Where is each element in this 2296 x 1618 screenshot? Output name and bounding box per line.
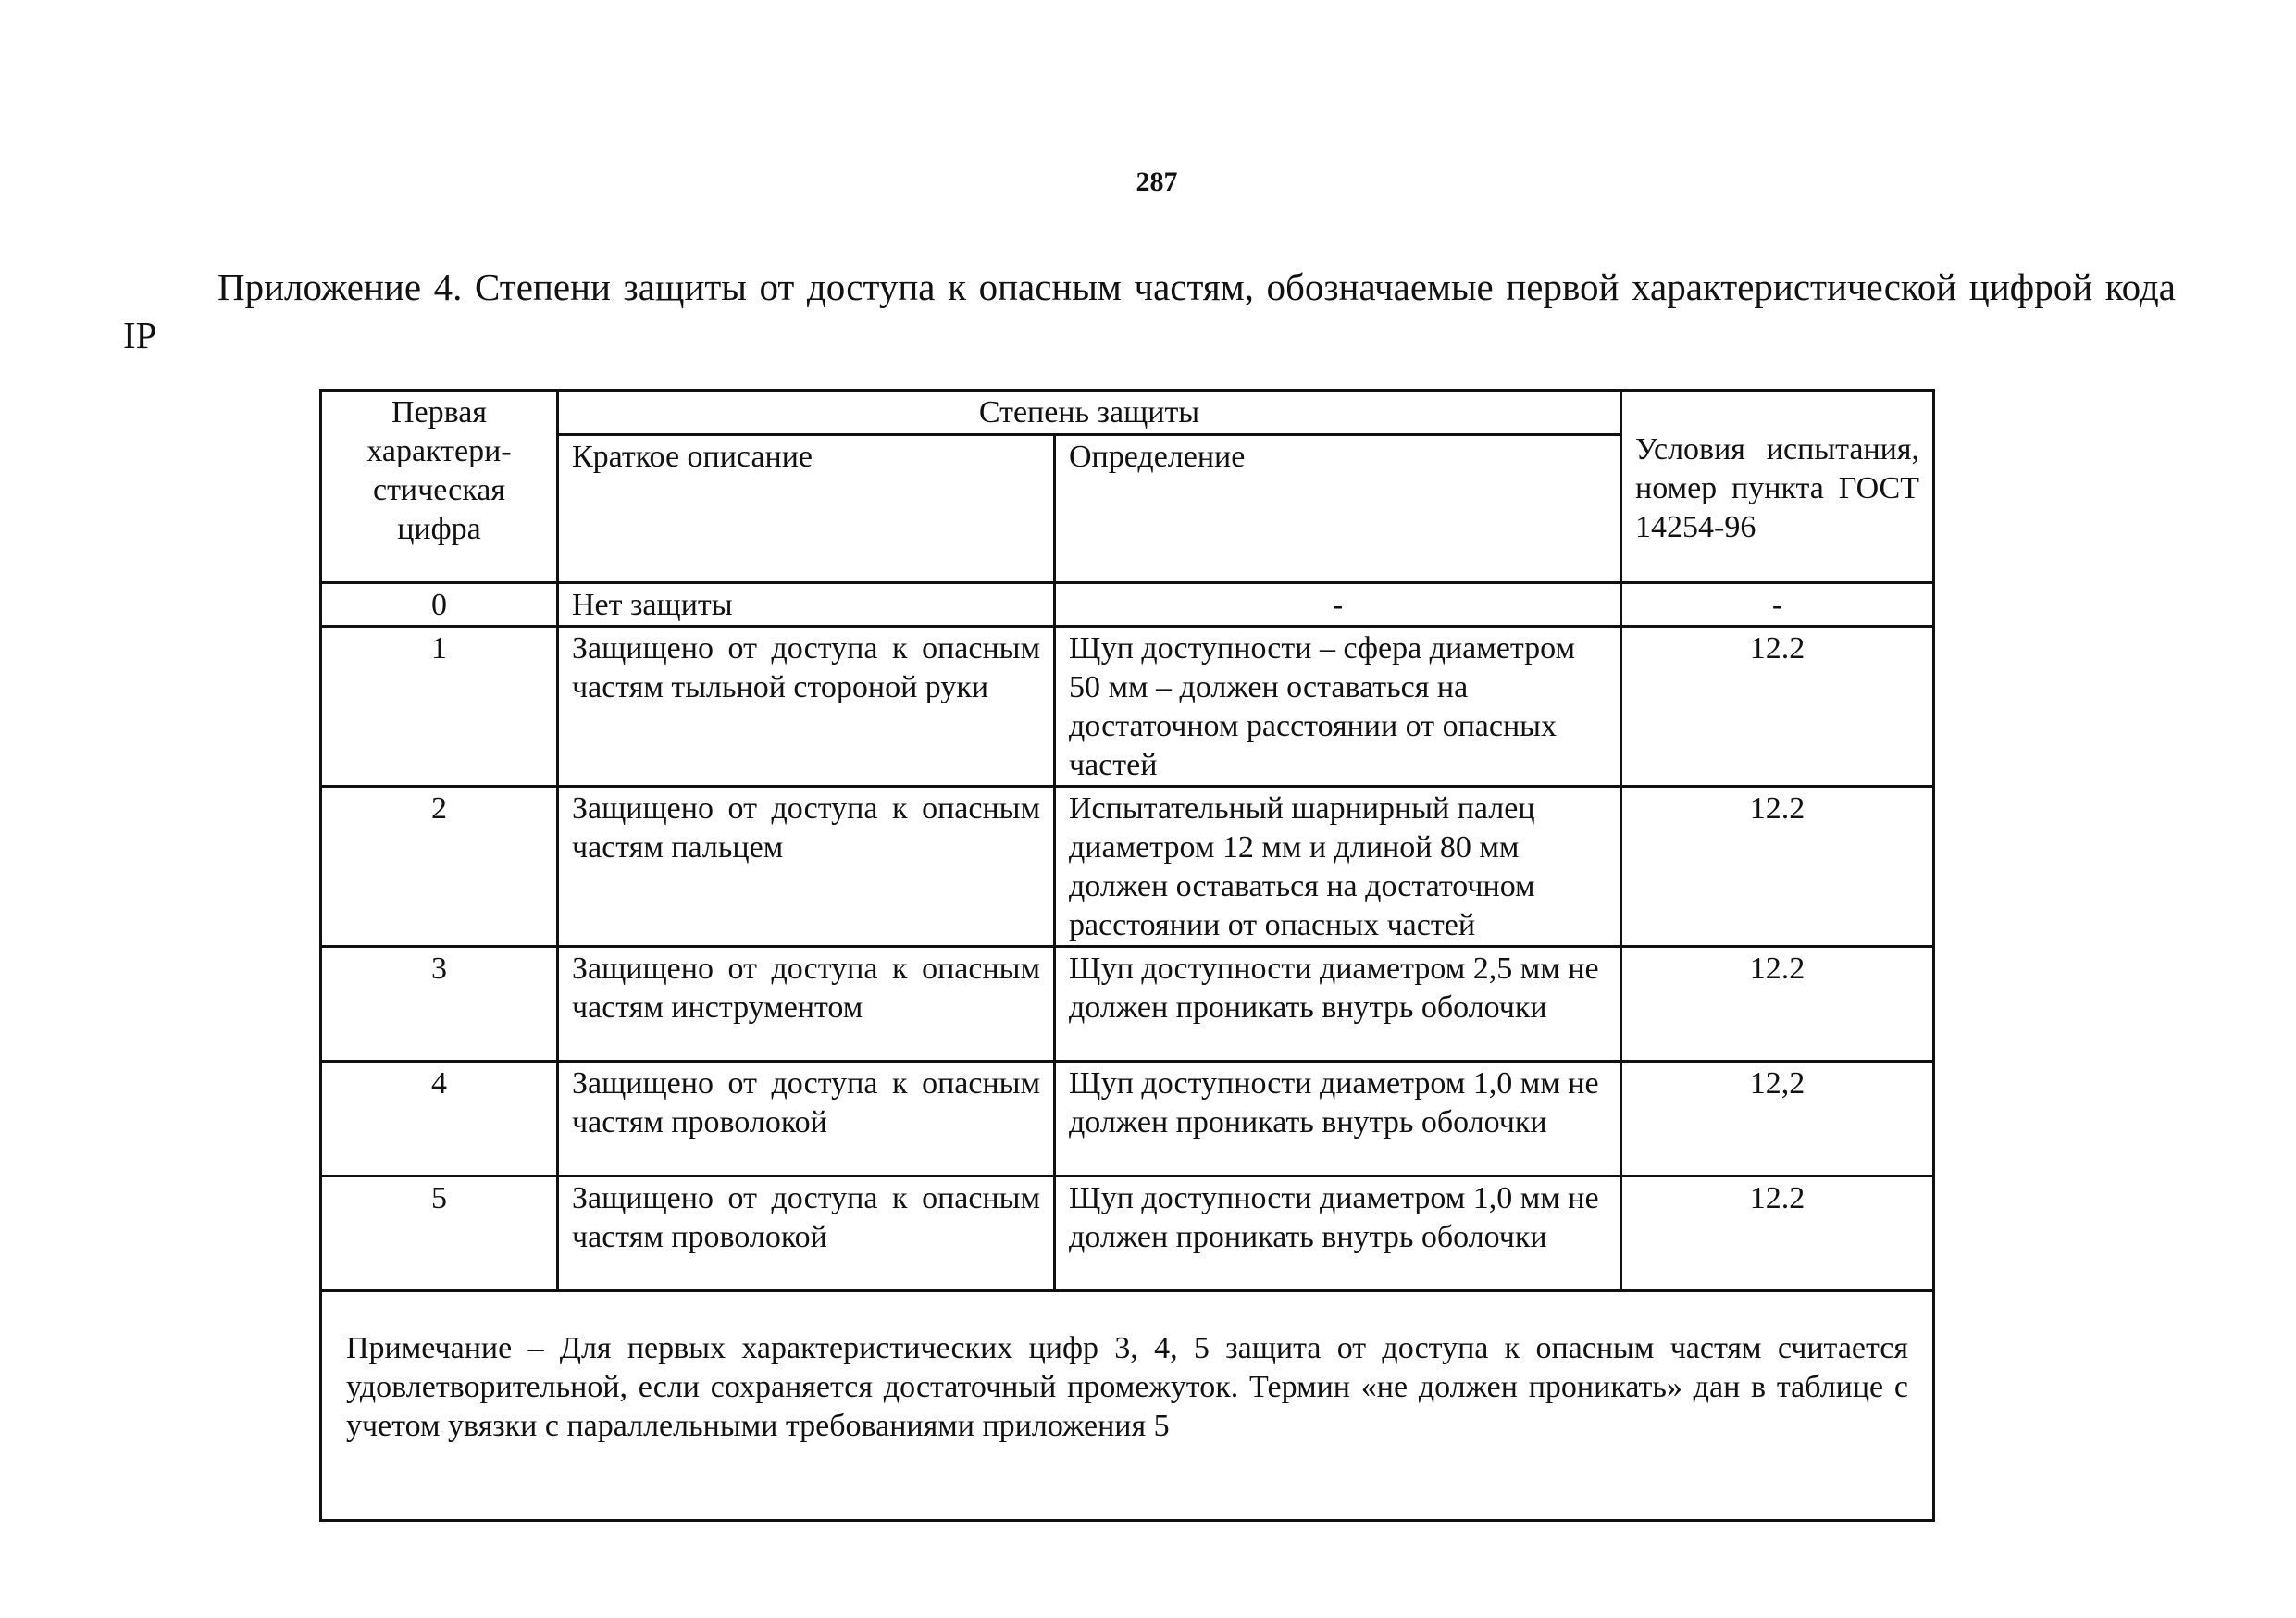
protection-degrees-table — [319, 389, 1935, 1522]
digit-cell: 3 — [321, 947, 558, 1062]
header-definition: Определение — [1055, 435, 1621, 583]
header-first-digit: Первая характери-стическая цифра — [321, 391, 558, 583]
definition-cell: Щуп доступности диаметром 2,5 мм не должен проникать внутрь оболочки — [1055, 947, 1621, 1062]
definition-cell: Щуп доступности диаметром 1,0 мм не должен проникать внутрь оболочки — [1055, 1062, 1621, 1176]
digit-cell: 0 — [321, 583, 558, 627]
clause-cell: 12.2 — [1621, 627, 1934, 787]
brief-cell: Защищено от доступа к опасным частям проволокой — [558, 1062, 1055, 1176]
brief-cell: Нет защиты — [558, 583, 1055, 627]
table-header-row — [321, 391, 1934, 435]
brief-cell: Защищено от доступа к опасным частям пальцем — [558, 787, 1055, 947]
table-row — [321, 947, 1934, 1062]
brief-cell: Защищено от доступа к опасным частям проволокой — [558, 1176, 1055, 1291]
definition-cell: Щуп доступности диаметром 1,0 мм не должен проникать внутрь оболочки — [1055, 1176, 1621, 1291]
header-protection-degree: Степень защиты — [558, 391, 1621, 435]
appendix-title: Приложение 4. Степени защиты от доступа к опасным частям, обозначаемые первой характеристической цифрой кода IP — [123, 266, 2176, 356]
brief-cell: Защищено от доступа к опасным частям инструментом — [558, 947, 1055, 1062]
digit-cell: 2 — [321, 787, 558, 947]
digit-cell: 5 — [321, 1176, 558, 1291]
clause-cell: 12.2 — [1621, 947, 1934, 1062]
clause-cell: 12.2 — [1621, 787, 1934, 947]
table-row — [321, 627, 1934, 787]
definition-cell: - — [1055, 583, 1621, 627]
table-row — [321, 583, 1934, 627]
header-test-conditions: Условия испытания, номер пункта ГОСТ 14254-96 — [1621, 391, 1934, 583]
table-note: Примечание – Для первых характеристических цифр 3, 4, 5 защита от доступа к опасным частям считается удовлетворительной, если сохраняется достаточный промежуток. Термин «не должен проникать» дан в таблице с учетом увязки с параллельными требованиями приложения 5 — [321, 1291, 1934, 1521]
table-note-row — [321, 1291, 1934, 1521]
clause-cell: 12,2 — [1621, 1062, 1934, 1176]
brief-cell: Защищено от доступа к опасным частям тыльной стороной руки — [558, 627, 1055, 787]
table-row — [321, 1176, 1934, 1291]
header-brief-description: Краткое описание — [558, 435, 1055, 583]
definition-cell: Испытательный шарнирный палец диаметром 12 мм и длиной 80 мм должен оставаться на достаточном расстоянии от опасных частей — [1055, 787, 1621, 947]
table-row — [321, 787, 1934, 947]
clause-cell: - — [1621, 583, 1934, 627]
digit-cell: 1 — [321, 627, 558, 787]
page-number: 287 — [1136, 167, 1178, 197]
table-row — [321, 1062, 1934, 1176]
clause-cell: 12.2 — [1621, 1176, 1934, 1291]
definition-cell: Щуп доступности – сфера диаметром 50 мм – должен оставаться на достаточном расстоянии от опасных частей — [1055, 627, 1621, 787]
digit-cell: 4 — [321, 1062, 558, 1176]
